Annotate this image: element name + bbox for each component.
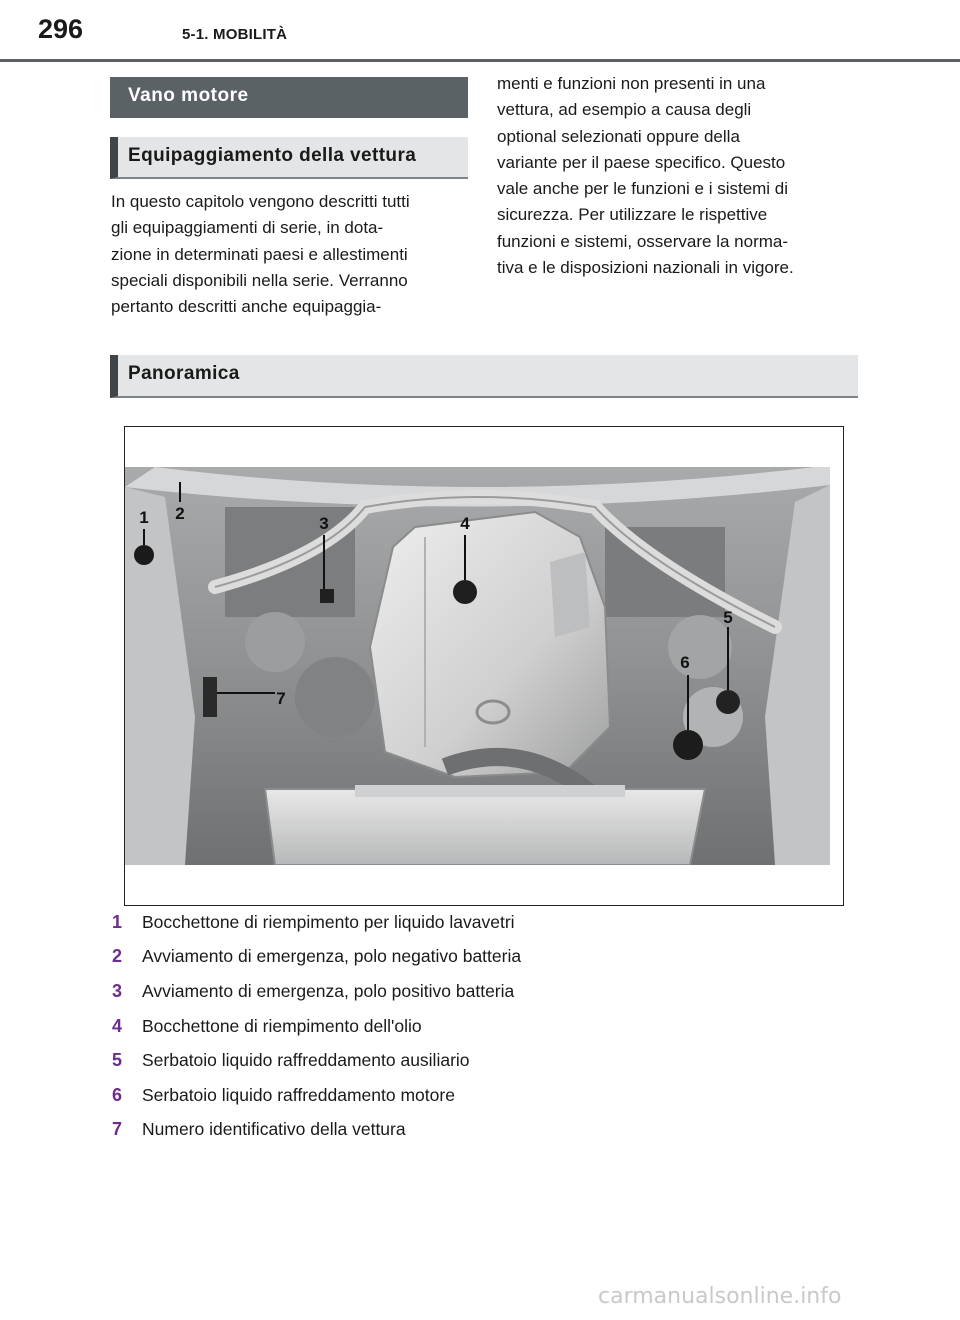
- legend-item: [112, 940, 872, 975]
- legend-text: Serbatoio liquido raffreddamento ausiliario: [142, 1050, 470, 1071]
- legend-item: [112, 1078, 872, 1113]
- legend-number: 5: [112, 1050, 123, 1071]
- header-rule: [0, 59, 960, 62]
- paragraph-line: vettura, ad esempio a causa degli: [497, 100, 752, 120]
- legend-text: Avviamento di emergenza, polo negativo batteria: [142, 946, 522, 967]
- paragraph-line: pertanto descritti anche equipaggia-: [111, 297, 382, 317]
- page-number: 296: [38, 14, 84, 44]
- paragraph-line: tiva e le disposizioni nazionali in vigore.: [497, 258, 794, 278]
- subsection-heading-overview: [110, 355, 858, 398]
- callout-5: 5: [723, 608, 733, 627]
- callout-3: 3: [319, 514, 329, 533]
- legend-number: 4: [112, 1015, 123, 1036]
- watermark: carmanualsonline.info: [598, 1284, 842, 1309]
- paragraph-line: optional selezionati oppure della: [497, 126, 740, 146]
- subsection-title-equipment: Equipaggiamento della vettura: [128, 145, 417, 166]
- legend-text: Bocchettone di riempimento dell'olio: [142, 1015, 422, 1036]
- paragraph-line: In questo capitolo vengono descritti tutti: [111, 192, 410, 211]
- callout-4: 4: [460, 514, 470, 533]
- subsection-heading-equipment: [110, 137, 468, 179]
- legend-number: 6: [112, 1084, 123, 1105]
- intro-paragraph-left: [111, 189, 467, 320]
- callout-6: 6: [680, 653, 690, 672]
- legend-item: [112, 974, 872, 1009]
- legend-item: [112, 1113, 872, 1148]
- paragraph-line: sicurezza. Per utilizzare le rispettive: [497, 205, 768, 225]
- intro-paragraph-right: [497, 71, 859, 281]
- legend-item: [112, 1043, 872, 1078]
- legend-number: 1: [112, 911, 123, 932]
- subsection-title-overview: Panoramica: [128, 363, 240, 384]
- engine-bay-illustration: [125, 467, 830, 865]
- legend-item: [112, 1009, 872, 1044]
- legend-number: 2: [112, 946, 123, 967]
- legend-text: Avviamento di emergenza, polo positivo batteria: [142, 980, 515, 1001]
- legend-number: 7: [112, 1119, 123, 1140]
- figure-legend: [112, 905, 872, 1147]
- legend-item: [112, 905, 872, 940]
- paragraph-line: menti e funzioni non presenti in una: [497, 74, 766, 93]
- section-heading: [110, 77, 468, 118]
- section-title: Vano motore: [128, 85, 249, 106]
- paragraph-line: speciali disponibili nella serie. Verranno: [111, 270, 408, 290]
- legend-text: Numero identificativo della vettura: [142, 1119, 406, 1140]
- paragraph-line: gli equipaggiamenti di serie, in dota-: [111, 218, 384, 238]
- callout-7: 7: [276, 689, 286, 708]
- paragraph-line: variante per il paese specifico. Questo: [497, 152, 786, 172]
- legend-text: Serbatoio liquido raffreddamento motore: [142, 1084, 455, 1105]
- callout-1: 1: [139, 508, 149, 527]
- legend-text: Bocchettone di riempimento per liquido lavavetri: [142, 911, 515, 932]
- legend-number: 3: [112, 980, 123, 1001]
- paragraph-line: vale anche per le funzioni e i sistemi di: [497, 179, 789, 199]
- chapter-title: 5-1. MOBILITÀ: [182, 26, 288, 43]
- callout-2: 2: [175, 504, 185, 523]
- paragraph-line: zione in determinati paesi e allestimenti: [111, 244, 408, 264]
- paragraph-line: funzioni e sistemi, osservare la norma-: [497, 231, 789, 251]
